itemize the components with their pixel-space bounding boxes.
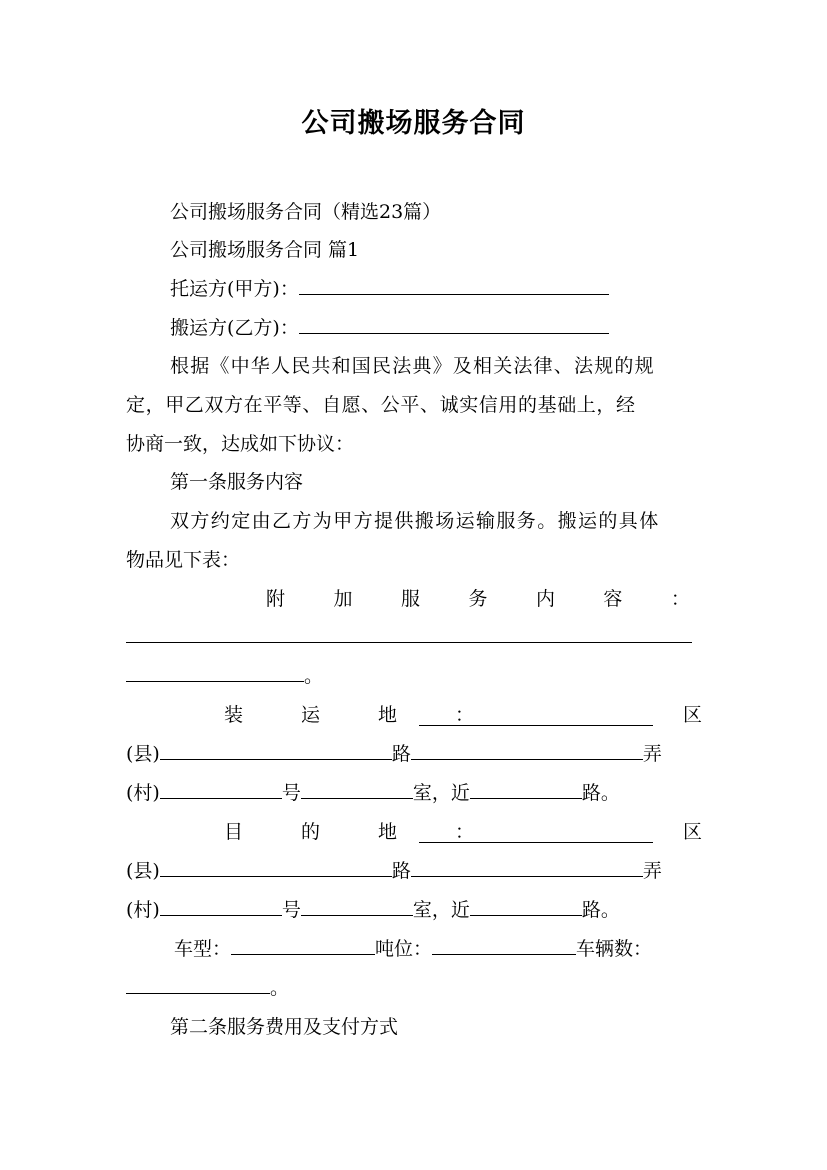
addon-char: 务 (468, 588, 488, 610)
loading-district-blank (419, 706, 653, 726)
article-2-heading: 第二条服务费用及支付方式 (170, 1016, 399, 1038)
road-blank (411, 740, 643, 760)
car-count-label: 车辆数： (576, 938, 653, 960)
road-label: 路 (391, 860, 411, 882)
destination-char: 地 (377, 821, 397, 843)
county-blank (160, 857, 392, 877)
period: 。 (304, 665, 324, 687)
road-label: 路 (391, 743, 411, 765)
county-blank (160, 740, 392, 760)
consignor-blank (299, 275, 609, 295)
destination-char: 的 (300, 821, 320, 843)
loading-char: 地 (377, 704, 397, 726)
consignor-line (170, 274, 702, 304)
destination-district-blank (419, 823, 653, 843)
vehicle-line (126, 934, 702, 964)
vehicle-line2 (126, 973, 702, 1003)
number-label: 号 (281, 782, 301, 804)
near-blank (470, 896, 582, 916)
number-label: 号 (281, 899, 301, 921)
carrier-blank (299, 314, 609, 334)
carrier-line (170, 313, 702, 343)
tonnage-label: 吨位： (375, 938, 433, 960)
destination-line2 (126, 856, 702, 886)
addon-blank-end (126, 662, 304, 682)
document-title: 公司搬场服务合同 (301, 108, 526, 139)
room-near-label: 室，近 (412, 782, 470, 804)
paragraph-basis-line1: 根据《中华人民共和国民法典》及相关法律、法规的规 (170, 355, 655, 377)
road-blank (411, 857, 643, 877)
addon-char: 服 (400, 588, 420, 610)
carrier-label: 搬运方(乙方)： (170, 317, 299, 339)
loading-char: ： (454, 704, 474, 726)
road-end-label: 路。 (581, 899, 620, 921)
county-label: (县) (126, 860, 160, 882)
loading-line1 (126, 700, 702, 730)
addon-char: 容 (603, 588, 623, 610)
paragraph-service-line2: 物品见下表： (126, 549, 241, 571)
destination-char: ： (454, 821, 474, 843)
addon-char: ： (670, 588, 690, 610)
county-label: (县) (126, 743, 160, 765)
addon-char: 内 (535, 588, 555, 610)
addon-blank (126, 623, 692, 643)
loading-char: 装 (224, 704, 244, 726)
destination-char: 目 (224, 821, 244, 843)
addon-char: 附 (266, 588, 286, 610)
village-label: (村) (126, 782, 160, 804)
addon-blank-line (126, 622, 702, 652)
car-type-label: 车型： (174, 938, 232, 960)
district-label: 区 (682, 821, 702, 843)
car-type-blank (231, 935, 375, 955)
paragraph-basis-line2: 定，甲乙双方在平等、自愿、公平、诚实信用的基础上，经 (126, 394, 636, 416)
addon-blank-end-line (126, 661, 702, 691)
village-label: (村) (126, 899, 160, 921)
destination-line1 (126, 817, 702, 847)
consignor-label: 托运方(甲方)： (170, 278, 299, 300)
article-1-heading: 第一条服务内容 (170, 471, 304, 493)
number-blank (301, 896, 413, 916)
paragraph-article-heading: 公司搬场服务合同 篇1 (170, 239, 360, 261)
village-blank (160, 779, 282, 799)
addon-label-line (266, 584, 690, 614)
village-blank (160, 896, 282, 916)
near-blank (470, 779, 582, 799)
paragraph-basis-line3: 协商一致，达成如下协议： (126, 433, 355, 455)
loading-char: 运 (300, 704, 320, 726)
loading-line2 (126, 739, 702, 769)
district-label: 区 (682, 704, 702, 726)
lane-label: 弄 (642, 860, 662, 882)
number-blank (301, 779, 413, 799)
paragraph-subtitle: 公司搬场服务合同（精选23篇） (170, 201, 442, 223)
paragraph-service-line1: 双方约定由乙方为甲方提供搬场运输服务。搬运的具体 (170, 510, 660, 532)
road-end-label: 路。 (581, 782, 620, 804)
destination-line3 (126, 895, 702, 925)
period: 。 (270, 977, 290, 999)
car-count-blank (126, 974, 270, 994)
addon-char: 加 (333, 588, 353, 610)
tonnage-blank (432, 935, 576, 955)
loading-line3 (126, 778, 702, 808)
lane-label: 弄 (642, 743, 662, 765)
room-near-label: 室，近 (412, 899, 470, 921)
